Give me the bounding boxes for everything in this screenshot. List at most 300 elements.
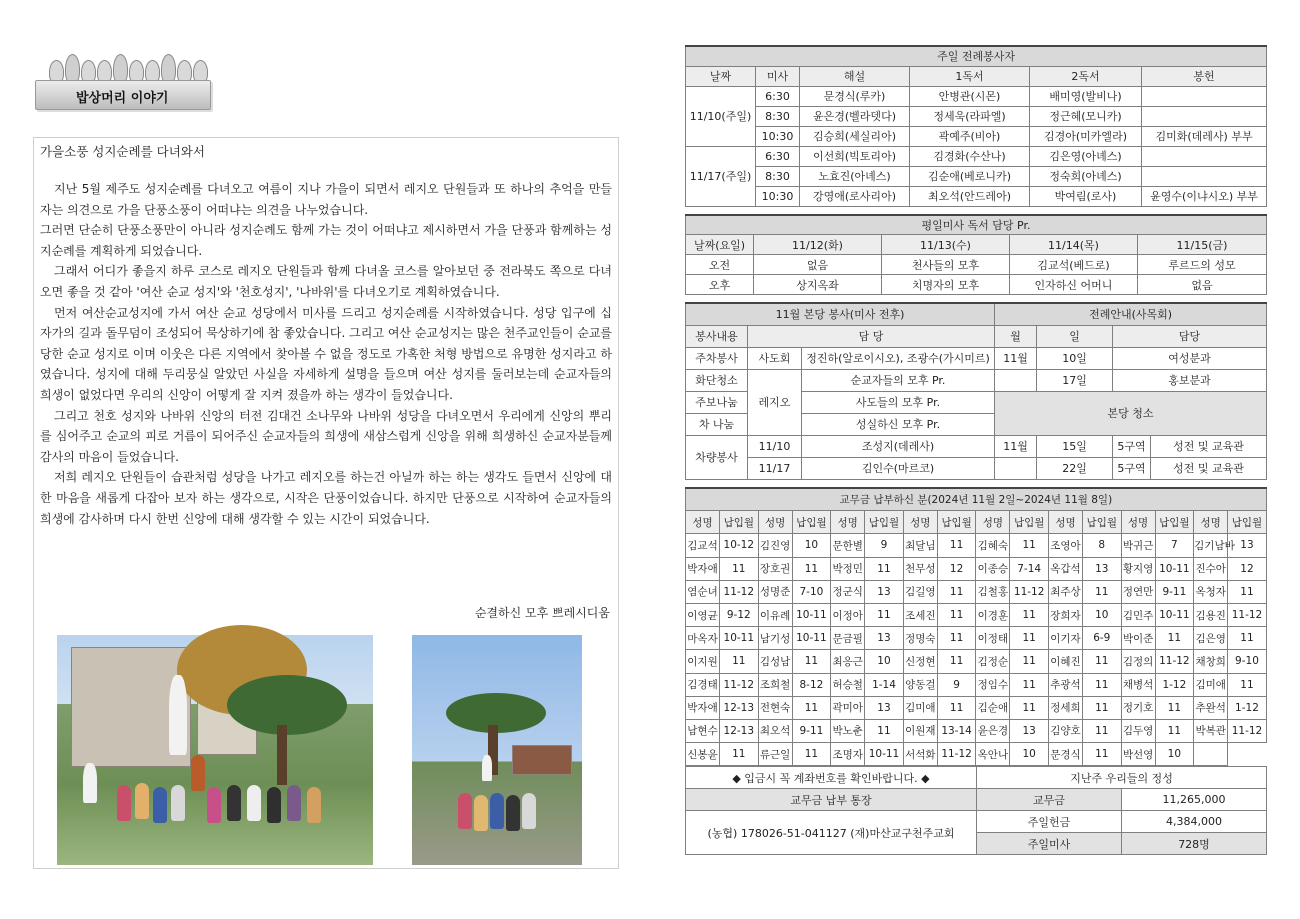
paid-months: 6-9 bbox=[1082, 627, 1121, 650]
payer-name: 박이준 bbox=[1121, 627, 1155, 650]
guide-team: 홍보분과 bbox=[1113, 369, 1267, 391]
paid-months: 9-11 bbox=[1155, 580, 1194, 603]
offertory bbox=[1142, 86, 1267, 106]
payer-name: 박복관 bbox=[1194, 719, 1228, 742]
article-title: 가을소풍 성지순례를 다녀와서 bbox=[40, 144, 205, 159]
second-reader: 김은영(아녜스) bbox=[1030, 146, 1142, 166]
paid-months: 1-12 bbox=[1228, 696, 1267, 719]
reader-cell: 없음 bbox=[754, 255, 882, 275]
guide-month: 11월 bbox=[995, 347, 1037, 369]
payer-name: 정기호 bbox=[1121, 696, 1155, 719]
right-page bbox=[685, 45, 1266, 855]
payer-name: 정군식 bbox=[831, 580, 865, 603]
offertory bbox=[1142, 166, 1267, 186]
mass-time: 8:30 bbox=[756, 106, 800, 126]
paid-months: 10 bbox=[792, 534, 831, 557]
payer-name: 김혜숙 bbox=[976, 534, 1010, 557]
second-reader: 정근혜(모니카) bbox=[1030, 106, 1142, 126]
dues-header-row bbox=[686, 511, 1267, 534]
paid-months: 13 bbox=[865, 580, 904, 603]
account-notice: ◆ 입금시 꼭 계좌번호를 확인바랍니다. ◆ bbox=[686, 767, 977, 789]
payer-name: 김진영 bbox=[758, 534, 792, 557]
payer-name: 김성남 bbox=[758, 650, 792, 673]
payer-name: 박선영 bbox=[1121, 743, 1155, 766]
payer-name: 문한별 bbox=[831, 534, 865, 557]
article-paragraph: 그러면 단순히 단풍소풍만이 아니라 성지순례도 함께 가는 것이 어떠냐고 제시하면서 가을 단풍과 함께하는 성지순례를 계획하게 되었습니다. bbox=[40, 223, 612, 258]
payer-name: 남기성 bbox=[758, 627, 792, 650]
paid-months: 11 bbox=[792, 650, 831, 673]
paid-months: 11 bbox=[1228, 673, 1267, 696]
payer-name: 김경태 bbox=[686, 673, 720, 696]
col-header: 성명 bbox=[903, 511, 937, 534]
payer-name: 양동걸 bbox=[903, 673, 937, 696]
payer-name: 이유례 bbox=[758, 603, 792, 626]
mass-time: 8:30 bbox=[756, 166, 800, 186]
paid-months: 10-11 bbox=[1155, 557, 1194, 580]
reader-cell: 천사들의 모후 bbox=[882, 255, 1010, 275]
cartoon-faces-illustration bbox=[49, 46, 209, 84]
payer-name: 박정민 bbox=[831, 557, 865, 580]
payer-name: 김민주 bbox=[1121, 603, 1155, 626]
paid-months: 11 bbox=[1155, 719, 1194, 742]
commentator: 문경식(루카) bbox=[800, 86, 910, 106]
col-header: 봉사내용 bbox=[686, 325, 748, 347]
paid-months: 11 bbox=[937, 580, 976, 603]
paid-months: 11 bbox=[937, 603, 976, 626]
col-header: 1독서 bbox=[910, 66, 1030, 86]
payer-name: 마옥자 bbox=[686, 627, 720, 650]
payer-name: 문금필 bbox=[831, 627, 865, 650]
group-photo-church bbox=[57, 635, 373, 865]
paid-months: 11 bbox=[1010, 627, 1049, 650]
payer-name: 남현수 bbox=[686, 719, 720, 742]
payer-name: 채병석 bbox=[1121, 673, 1155, 696]
cleaning-month: 11월 bbox=[995, 435, 1037, 457]
payer-name: 김교석 bbox=[686, 534, 720, 557]
dues-title: 교무금 납부하신 분(2024년 11월 2일~2024년 11월 8일) bbox=[686, 488, 1267, 511]
payer-name: 이혜진 bbox=[1048, 650, 1082, 673]
payer-name: 곽미아 bbox=[831, 696, 865, 719]
car-date: 11/17 bbox=[748, 457, 802, 479]
payer-name: 김은영 bbox=[1194, 627, 1228, 650]
paid-months: 11 bbox=[1010, 603, 1049, 626]
payer-name: 정연만 bbox=[1121, 580, 1155, 603]
paid-months: 11 bbox=[1155, 696, 1194, 719]
payer-name: 장희자 bbox=[1048, 603, 1082, 626]
payer-name: 문경식 bbox=[1048, 743, 1082, 766]
paid-months: 7 bbox=[1155, 534, 1194, 557]
table-row bbox=[686, 696, 1267, 719]
article-paragraph: 먼저 여산순교성지에 가서 여산 순교 성당에서 미사를 드리고 성지순례를 시작하였습니다. 성당 입구에 십자가의 길과 돌무덤이 조성되어 묵상하기에 참 좋았습니다. 그리고 여산 순교성지는 많은 천주교인들이 순교를 당한 순교 성지로 이며 이웃은 다른 지역에서 찾아볼 수 없을 정도로 가혹한 처형 방법으로 유명한 성지라고 하였습니다. 성지에 대해 두리뭉실 알았던 사실을 자세하게 설명을 들으며 여산 성지를 둘러보는데 순교자들의 희생이 없었다면 우리의 신앙이 어떻게 잘 지켜 졌을까 하는 생각이 들었습니다. bbox=[40, 305, 612, 402]
second-reader: 정숙희(아녜스) bbox=[1030, 166, 1142, 186]
second-reader: 배미영(발비나) bbox=[1030, 86, 1142, 106]
commentator: 강영애(로사리아) bbox=[800, 186, 910, 206]
payer-name: 최응근 bbox=[831, 650, 865, 673]
paid-months: 13 bbox=[1010, 719, 1049, 742]
paid-months: 11-12 bbox=[1228, 603, 1267, 626]
payer-name: 이종승 bbox=[976, 557, 1010, 580]
table-row bbox=[686, 534, 1267, 557]
paid-months: 1-14 bbox=[865, 673, 904, 696]
service-group: 사도회 bbox=[748, 347, 802, 369]
account-title: 교무금 납부 통장 bbox=[686, 789, 977, 811]
col-header: 성명 bbox=[831, 511, 865, 534]
payer-name: 최주상 bbox=[1048, 580, 1082, 603]
payer-name: 박자애 bbox=[686, 557, 720, 580]
paid-months: 11 bbox=[1082, 650, 1121, 673]
payer-name: 김용진 bbox=[1194, 603, 1228, 626]
left-page bbox=[33, 40, 619, 870]
paid-months: 10-11 bbox=[1155, 603, 1194, 626]
payer-name: 서석화 bbox=[903, 743, 937, 766]
offertory bbox=[1142, 106, 1267, 126]
payer-name: 옥갑석 bbox=[1048, 557, 1082, 580]
weekday-readers-title: 평일미사 독서 담당 Pr. bbox=[686, 215, 1267, 235]
dues-body bbox=[686, 534, 1267, 766]
payer-name: 조영아 bbox=[1048, 534, 1082, 557]
payer-name: 추완석 bbox=[1194, 696, 1228, 719]
col-header: 납입월 bbox=[937, 511, 976, 534]
article-paragraph: 저희 레지오 단원들이 습관처럼 성당을 나가고 레지오를 하는건 아닐까 하는 하는 생각도 들면서 신앙에 대한 마음을 새롭게 다잡아 보자 하는 생각으로, 시작은 단풍이었습니다. 하지만 단풍으로 시작하여 순교자들의 희생에 감사하며 다시 한번 신앙에 대해 생각할 수 있는 시간이 되었습니다. bbox=[40, 470, 612, 526]
service-group: 레지오 bbox=[748, 369, 802, 435]
article-paragraph: 그리고 천호 성지와 나바위 신앙의 터전 김대건 소나무와 나바위 성당을 다녀오면서 우리에게 신앙의 뿌리를 심어주고 순교의 피로 거름이 되어주신 순교자들의 희생에 새삼스럽게 신앙을 위해 희생하신 순교자분들께 감사의 마음이 들었습니다. bbox=[40, 408, 612, 464]
paid-months: 11 bbox=[1228, 627, 1267, 650]
col-header: 납입월 bbox=[1082, 511, 1121, 534]
col-header: 날짜(요일) bbox=[686, 235, 754, 255]
col-header: 11/13(수) bbox=[882, 235, 1010, 255]
col-header: 11/14(목) bbox=[1010, 235, 1138, 255]
paid-months: 11-12 bbox=[1228, 719, 1267, 742]
article-paragraph: 지난 5월 제주도 성지순례를 다녀오고 여름이 지나 가을이 되면서 레지오 단원들과 또 하나의 추억을 만들자는 의견으로 가을 단풍소풍이 어떠냐는 의견을 나누었습니다. bbox=[40, 182, 612, 217]
col-header: 날짜 bbox=[686, 66, 756, 86]
guide-day: 17일 bbox=[1037, 369, 1113, 391]
col-header: 11/12(화) bbox=[754, 235, 882, 255]
payer-name: 이지원 bbox=[686, 650, 720, 673]
cleaning-day: 22일 bbox=[1037, 457, 1113, 479]
cleaning-place: 성전 및 교육관 bbox=[1151, 457, 1267, 479]
cleaning-zone: 5구역 bbox=[1113, 435, 1151, 457]
payer-name: 최달님 bbox=[903, 534, 937, 557]
paid-months: 11-12 bbox=[937, 743, 976, 766]
guide-day: 10일 bbox=[1037, 347, 1113, 369]
paid-months: 1-12 bbox=[1155, 673, 1194, 696]
payer-name: 조세진 bbox=[903, 603, 937, 626]
col-header: 납입월 bbox=[720, 511, 759, 534]
col-header: 성명 bbox=[1048, 511, 1082, 534]
payer-name: 옥청자 bbox=[1194, 580, 1228, 603]
paid-months: 11 bbox=[865, 557, 904, 580]
payer-name bbox=[1194, 743, 1228, 766]
first-reader: 곽예주(비아) bbox=[910, 126, 1030, 146]
payer-name: 이경훈 bbox=[976, 603, 1010, 626]
paid-months: 9-11 bbox=[792, 719, 831, 742]
col-header: 담당 bbox=[1113, 325, 1267, 347]
mass-time: 10:30 bbox=[756, 126, 800, 146]
payer-name: 윤은경 bbox=[976, 719, 1010, 742]
payer-name: 신봉윤 bbox=[686, 743, 720, 766]
weekday-readers-table bbox=[685, 214, 1267, 296]
payer-name: 김두영 bbox=[1121, 719, 1155, 742]
table-row bbox=[686, 650, 1267, 673]
service-title: 11월 본당 봉사(미사 전후) bbox=[686, 303, 995, 325]
payer-name: 박귀근 bbox=[1121, 534, 1155, 557]
paid-months: 10-11 bbox=[792, 627, 831, 650]
first-reader: 김경화(수산나) bbox=[910, 146, 1030, 166]
paid-months: 11 bbox=[720, 650, 759, 673]
payer-name: 박노춘 bbox=[831, 719, 865, 742]
paid-months: 11-12 bbox=[720, 673, 759, 696]
paid-months: 11 bbox=[937, 696, 976, 719]
col-header: 납입월 bbox=[1010, 511, 1049, 534]
mass-date: 11/10(주일) bbox=[686, 86, 756, 146]
first-reader: 안병관(시몬) bbox=[910, 86, 1030, 106]
sunday-servers-title: 주일 전례봉사자 bbox=[686, 46, 1267, 66]
col-header: 성명 bbox=[976, 511, 1010, 534]
car-date: 11/10 bbox=[748, 435, 802, 457]
payer-name: 이기자 bbox=[1048, 627, 1082, 650]
table-row bbox=[686, 627, 1267, 650]
service-person: 조성지(데레사) bbox=[802, 435, 995, 457]
payer-name: 김철홍 bbox=[976, 580, 1010, 603]
payer-name: 진수아 bbox=[1194, 557, 1228, 580]
paid-months: 11 bbox=[865, 719, 904, 742]
col-header: 2독서 bbox=[1030, 66, 1142, 86]
mass-time: 6:30 bbox=[756, 86, 800, 106]
service-person: 순교자들의 모후 Pr. bbox=[802, 369, 995, 391]
second-reader: 박여림(로사) bbox=[1030, 186, 1142, 206]
paid-months: 11-12 bbox=[720, 580, 759, 603]
paid-months: 9 bbox=[865, 534, 904, 557]
article-box bbox=[33, 137, 619, 869]
paid-months: 10 bbox=[1082, 603, 1121, 626]
service-label: 차량봉사 bbox=[686, 435, 748, 479]
payer-name: 조명자 bbox=[831, 743, 865, 766]
paid-months: 10-11 bbox=[865, 743, 904, 766]
paid-months: 13 bbox=[1228, 534, 1267, 557]
paid-months: 11 bbox=[792, 557, 831, 580]
commentator: 이선희(빅토리아) bbox=[800, 146, 910, 166]
paid-months: 11 bbox=[720, 743, 759, 766]
col-header: 미사 bbox=[756, 66, 800, 86]
paid-months: 11 bbox=[937, 627, 976, 650]
paid-months: 10-11 bbox=[792, 603, 831, 626]
paid-months: 12-13 bbox=[720, 719, 759, 742]
paid-months: 11 bbox=[1010, 696, 1049, 719]
cleaning-zone: 5구역 bbox=[1113, 457, 1151, 479]
payer-name: 최오석 bbox=[758, 719, 792, 742]
payer-name: 추광석 bbox=[1048, 673, 1082, 696]
mass-time: 6:30 bbox=[756, 146, 800, 166]
mass-date: 11/17(주일) bbox=[686, 146, 756, 206]
reader-cell: 인자하신 어머니 bbox=[1010, 275, 1138, 295]
paid-months: 10 bbox=[865, 650, 904, 673]
payer-name: 신정현 bbox=[903, 650, 937, 673]
paid-months: 7-10 bbox=[792, 580, 831, 603]
guide-team: 여성분과 bbox=[1113, 347, 1267, 369]
paid-months: 11 bbox=[1010, 673, 1049, 696]
service-table bbox=[685, 302, 1267, 480]
cleaning-place: 성전 및 교육관 bbox=[1151, 435, 1267, 457]
reader-cell: 없음 bbox=[1138, 275, 1267, 295]
paid-months: 7-14 bbox=[1010, 557, 1049, 580]
col-header: 납입월 bbox=[1228, 511, 1267, 534]
col-header: 봉헌 bbox=[1142, 66, 1267, 86]
row-label: 오전 bbox=[686, 255, 754, 275]
paid-months: 13 bbox=[865, 627, 904, 650]
table-row bbox=[686, 580, 1267, 603]
paid-months: 11 bbox=[1082, 696, 1121, 719]
service-person: 정진하(알로이시오), 조광수(가시미르) bbox=[802, 347, 995, 369]
offering-label: 주일헌금 bbox=[977, 811, 1122, 833]
paid-months: 10-12 bbox=[720, 534, 759, 557]
payer-name: 김정의 bbox=[1121, 650, 1155, 673]
col-header: 성명 bbox=[686, 511, 720, 534]
paid-months: 12-13 bbox=[720, 696, 759, 719]
col-header: 성명 bbox=[1121, 511, 1155, 534]
paid-months: 8-12 bbox=[792, 673, 831, 696]
paid-months: 13 bbox=[865, 696, 904, 719]
table-row bbox=[686, 743, 1267, 766]
col-header: 성명 bbox=[758, 511, 792, 534]
offertory bbox=[1142, 146, 1267, 166]
col-header: 납입월 bbox=[1155, 511, 1194, 534]
offering-title: 지난주 우리들의 정성 bbox=[977, 767, 1267, 789]
offering-label: 주일미사 bbox=[977, 833, 1122, 855]
paid-months: 11 bbox=[865, 603, 904, 626]
paid-months: 11 bbox=[792, 743, 831, 766]
payer-name: 전현숙 bbox=[758, 696, 792, 719]
paid-months: 12 bbox=[1228, 557, 1267, 580]
account-number: (농협) 178026-51-041127 (재)마산교구천주교회 bbox=[686, 811, 977, 855]
paid-months: 11 bbox=[1082, 580, 1121, 603]
payer-name: 허승철 bbox=[831, 673, 865, 696]
payer-name: 이영균 bbox=[686, 603, 720, 626]
first-reader: 정세욱(라파엘) bbox=[910, 106, 1030, 126]
payer-name: 장호권 bbox=[758, 557, 792, 580]
paid-months: 11 bbox=[792, 696, 831, 719]
col-header: 월 bbox=[995, 325, 1037, 347]
table-row bbox=[686, 719, 1267, 742]
payer-name: 김길영 bbox=[903, 580, 937, 603]
first-reader: 김순애(베로니카) bbox=[910, 166, 1030, 186]
col-header: 해설 bbox=[800, 66, 910, 86]
table-row bbox=[686, 557, 1267, 580]
col-header: 성명 bbox=[1194, 511, 1228, 534]
col-header: 담 당 bbox=[748, 325, 995, 347]
offering-value: 11,265,000 bbox=[1122, 789, 1267, 811]
paid-months: 11-12 bbox=[1010, 580, 1049, 603]
col-header: 납입월 bbox=[792, 511, 831, 534]
reader-cell: 상지옥좌 bbox=[754, 275, 882, 295]
service-label: 주차봉사 bbox=[686, 347, 748, 369]
paid-months: 9-12 bbox=[720, 603, 759, 626]
paid-months: 8 bbox=[1082, 534, 1121, 557]
paid-months: 11 bbox=[1155, 627, 1194, 650]
group-photo-pine-tree bbox=[412, 635, 582, 865]
paid-months: 10 bbox=[1155, 743, 1194, 766]
service-label: 화단청소 bbox=[686, 369, 748, 391]
payer-name: 이정태 bbox=[976, 627, 1010, 650]
service-label: 주보나눔 bbox=[686, 391, 748, 413]
column-banner bbox=[35, 46, 211, 112]
payer-name: 성명준 bbox=[758, 580, 792, 603]
paid-months: 11 bbox=[1228, 580, 1267, 603]
reader-cell: 루르드의 성모 bbox=[1138, 255, 1267, 275]
banner-plate bbox=[35, 80, 211, 110]
table-row bbox=[686, 673, 1267, 696]
cleaning-day: 15일 bbox=[1037, 435, 1113, 457]
payer-name: 천무성 bbox=[903, 557, 937, 580]
paid-months: 11 bbox=[1082, 743, 1121, 766]
paid-months: 10-11 bbox=[720, 627, 759, 650]
commentator: 윤은경(벨라뎃다) bbox=[800, 106, 910, 126]
payer-name: 옥안나 bbox=[976, 743, 1010, 766]
payer-name: 박자애 bbox=[686, 696, 720, 719]
service-person: 사도들의 모후 Pr. bbox=[802, 391, 995, 413]
mass-time: 10:30 bbox=[756, 186, 800, 206]
payer-name: 정임수 bbox=[976, 673, 1010, 696]
row-label: 오후 bbox=[686, 275, 754, 295]
payer-name: 황지영 bbox=[1121, 557, 1155, 580]
paid-months: 11 bbox=[1010, 650, 1049, 673]
article-paragraph: 그래서 어디가 좋을지 하루 코스로 레지오 단원들과 함께 다녀올 코스를 알아보던 중 전라북도 쪽으로 다녀오면 좋을 것 같아 '여산 순교 성지'와 '천호성지', '나바위'를 다녀오기로 계획하였습니다. bbox=[40, 264, 612, 299]
paid-months: 10 bbox=[1010, 743, 1049, 766]
liturgy-guide-title: 전례안내(사목회) bbox=[995, 303, 1267, 325]
paid-months: 12 bbox=[937, 557, 976, 580]
col-header: 11/15(금) bbox=[1138, 235, 1267, 255]
payer-name: 김미애 bbox=[1194, 673, 1228, 696]
banner-title: 밥상머리 이야기 bbox=[76, 91, 169, 106]
col-header: 납입월 bbox=[865, 511, 904, 534]
paid-months: 11-12 bbox=[1155, 650, 1194, 673]
first-reader: 최오석(안드레아) bbox=[910, 186, 1030, 206]
reader-cell: 치명자의 모후 bbox=[882, 275, 1010, 295]
payer-name: 조희철 bbox=[758, 673, 792, 696]
payer-name: 김미애 bbox=[903, 696, 937, 719]
dues-table bbox=[685, 487, 1267, 767]
reader-cell: 김교석(베드로) bbox=[1010, 255, 1138, 275]
paid-months: 11 bbox=[937, 534, 976, 557]
table-row bbox=[686, 603, 1267, 626]
offering-value: 728명 bbox=[1122, 833, 1267, 855]
commentator: 김승희(세실리아) bbox=[800, 126, 910, 146]
payer-name: 류근일 bbox=[758, 743, 792, 766]
paid-months: 11 bbox=[1082, 673, 1121, 696]
cleaning-title: 본당 청소 bbox=[995, 391, 1267, 435]
commentator: 노효진(아녜스) bbox=[800, 166, 910, 186]
article-signature: 순결하신 모후 쁘레시디움 bbox=[474, 606, 610, 620]
offering-label: 교무금 bbox=[977, 789, 1122, 811]
payer-name: 정세희 bbox=[1048, 696, 1082, 719]
offertory: 김미화(데레사) 부부 bbox=[1142, 126, 1267, 146]
payer-name: 김기남바 bbox=[1194, 534, 1228, 557]
payer-name: 이정아 bbox=[831, 603, 865, 626]
payer-name: 염순녀 bbox=[686, 580, 720, 603]
col-header: 일 bbox=[1037, 325, 1113, 347]
service-label: 차 나눔 bbox=[686, 413, 748, 435]
offertory: 윤영수(이냐시오) 부부 bbox=[1142, 186, 1267, 206]
payer-name: 김순애 bbox=[976, 696, 1010, 719]
paid-months: 13 bbox=[1082, 557, 1121, 580]
service-person: 김인수(마르코) bbox=[802, 457, 995, 479]
sunday-servers-table bbox=[685, 45, 1267, 207]
payer-name: 김정순 bbox=[976, 650, 1010, 673]
payer-name: 채창희 bbox=[1194, 650, 1228, 673]
second-reader: 김경아(미카엘라) bbox=[1030, 126, 1142, 146]
payer-name: 김양호 bbox=[1048, 719, 1082, 742]
service-person: 성실하신 모후 Pr. bbox=[802, 413, 995, 435]
paid-months: 9 bbox=[937, 673, 976, 696]
